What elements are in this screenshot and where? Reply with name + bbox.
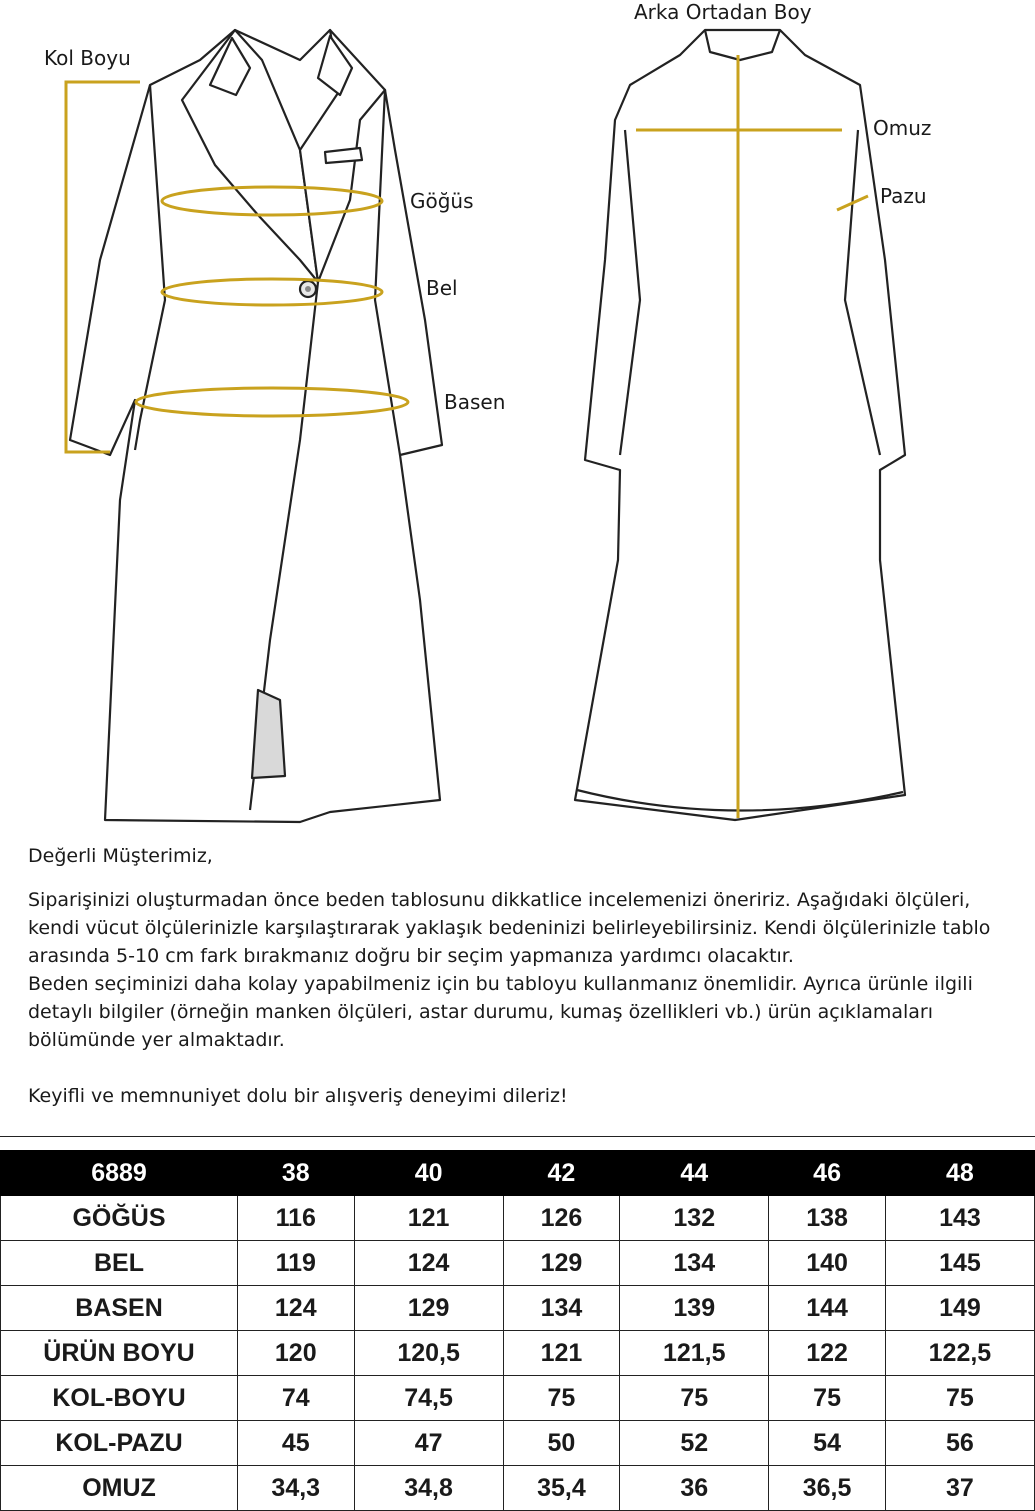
closing-text: Keyifli ve memnuniyet dolu bir alışveriş deneyimi dileriz! — [28, 1085, 568, 1107]
table-cell: 149 — [885, 1286, 1034, 1331]
table-cell: 122 — [769, 1331, 886, 1376]
table-cell: 129 — [354, 1286, 503, 1331]
greeting-text: Değerli Müşterimiz, — [28, 845, 213, 867]
size-table — [0, 1150, 1035, 1511]
table-row — [1, 1331, 1035, 1376]
row-label: OMUZ — [1, 1466, 238, 1511]
table-row — [1, 1286, 1035, 1331]
table-cell: 129 — [503, 1241, 620, 1286]
table-cell: 36 — [620, 1466, 769, 1511]
divider — [0, 1136, 1035, 1137]
table-cell: 74,5 — [354, 1376, 503, 1421]
label-gogus: Göğüs — [410, 189, 474, 213]
header-cell: 38 — [238, 1151, 355, 1196]
table-cell: 75 — [769, 1376, 886, 1421]
header-cell: 42 — [503, 1151, 620, 1196]
header-cell: 44 — [620, 1151, 769, 1196]
header-cell: 40 — [354, 1151, 503, 1196]
table-cell: 36,5 — [769, 1466, 886, 1511]
label-bel: Bel — [426, 276, 458, 300]
table-cell: 47 — [354, 1421, 503, 1466]
table-cell: 145 — [885, 1241, 1034, 1286]
table-cell: 122,5 — [885, 1331, 1034, 1376]
table-row — [1, 1376, 1035, 1421]
table-cell: 138 — [769, 1196, 886, 1241]
table-cell: 52 — [620, 1421, 769, 1466]
table-cell: 139 — [620, 1286, 769, 1331]
table-cell: 134 — [503, 1286, 620, 1331]
table-cell: 35,4 — [503, 1466, 620, 1511]
table-cell: 50 — [503, 1421, 620, 1466]
table-cell: 116 — [238, 1196, 355, 1241]
row-label: GÖĞÜS — [1, 1196, 238, 1241]
row-label: KOL-PAZU — [1, 1421, 238, 1466]
table-cell: 132 — [620, 1196, 769, 1241]
note-paragraph-2: Beden seçiminizi daha kolay yapabilmeniz için bu tabloyu kullanmanız önemlidir. Ayrıca ürünle ilgili detaylı bilgiler (örneğin manken ölçüleri, astar durumu, kumaş özellikleri vb.) ürün açıklamaları bölümünde yer almaktadır. — [28, 973, 973, 1051]
table-row — [1, 1421, 1035, 1466]
table-cell: 34,8 — [354, 1466, 503, 1511]
table-row — [1, 1466, 1035, 1511]
row-label: ÜRÜN BOYU — [1, 1331, 238, 1376]
customer-note — [28, 842, 1018, 1110]
table-cell: 54 — [769, 1421, 886, 1466]
table-cell: 45 — [238, 1421, 355, 1466]
row-label: BEL — [1, 1241, 238, 1286]
table-cell: 120 — [238, 1331, 355, 1376]
row-label: KOL-BOYU — [1, 1376, 238, 1421]
label-kol-boyu: Kol Boyu — [44, 46, 131, 70]
table-cell: 120,5 — [354, 1331, 503, 1376]
table-cell: 121 — [503, 1331, 620, 1376]
table-cell: 119 — [238, 1241, 355, 1286]
table-cell: 134 — [620, 1241, 769, 1286]
table-cell: 121,5 — [620, 1331, 769, 1376]
note-paragraph-1: Siparişinizi oluşturmadan önce beden tablosunu dikkatlice incelemenizi öneririz. Aşağıdaki ölçüleri, kendi vücut ölçülerinizle karşılaştırarak yaklaşık bedeninizi belirleyebilirsiniz. Kendi ölçülerinizle tablo arasında 5-10 cm fark bırakmanız doğru bir seçim yapmanıza yardımcı olacaktır. — [28, 889, 991, 967]
label-omuz: Omuz — [873, 116, 932, 140]
table-cell: 74 — [238, 1376, 355, 1421]
row-label: BASEN — [1, 1286, 238, 1331]
table-cell: 124 — [238, 1286, 355, 1331]
header-cell: 6889 — [1, 1151, 238, 1196]
table-cell: 75 — [620, 1376, 769, 1421]
table-header-row — [1, 1151, 1035, 1196]
header-cell: 48 — [885, 1151, 1034, 1196]
table-cell: 144 — [769, 1286, 886, 1331]
table-cell: 124 — [354, 1241, 503, 1286]
table-cell: 75 — [885, 1376, 1034, 1421]
table-cell: 143 — [885, 1196, 1034, 1241]
label-basen: Basen — [444, 390, 506, 414]
front-coat-sketch — [70, 30, 442, 822]
label-pazu: Pazu — [880, 184, 927, 208]
table-cell: 75 — [503, 1376, 620, 1421]
table-cell: 126 — [503, 1196, 620, 1241]
table-row — [1, 1241, 1035, 1286]
back-coat-sketch — [575, 30, 905, 820]
header-cell: 46 — [769, 1151, 886, 1196]
table-cell: 121 — [354, 1196, 503, 1241]
table-cell: 37 — [885, 1466, 1034, 1511]
table-cell: 56 — [885, 1421, 1034, 1466]
label-arka-ortadan-boy: Arka Ortadan Boy — [634, 0, 812, 24]
table-cell: 140 — [769, 1241, 886, 1286]
table-cell: 34,3 — [238, 1466, 355, 1511]
table-row — [1, 1196, 1035, 1241]
